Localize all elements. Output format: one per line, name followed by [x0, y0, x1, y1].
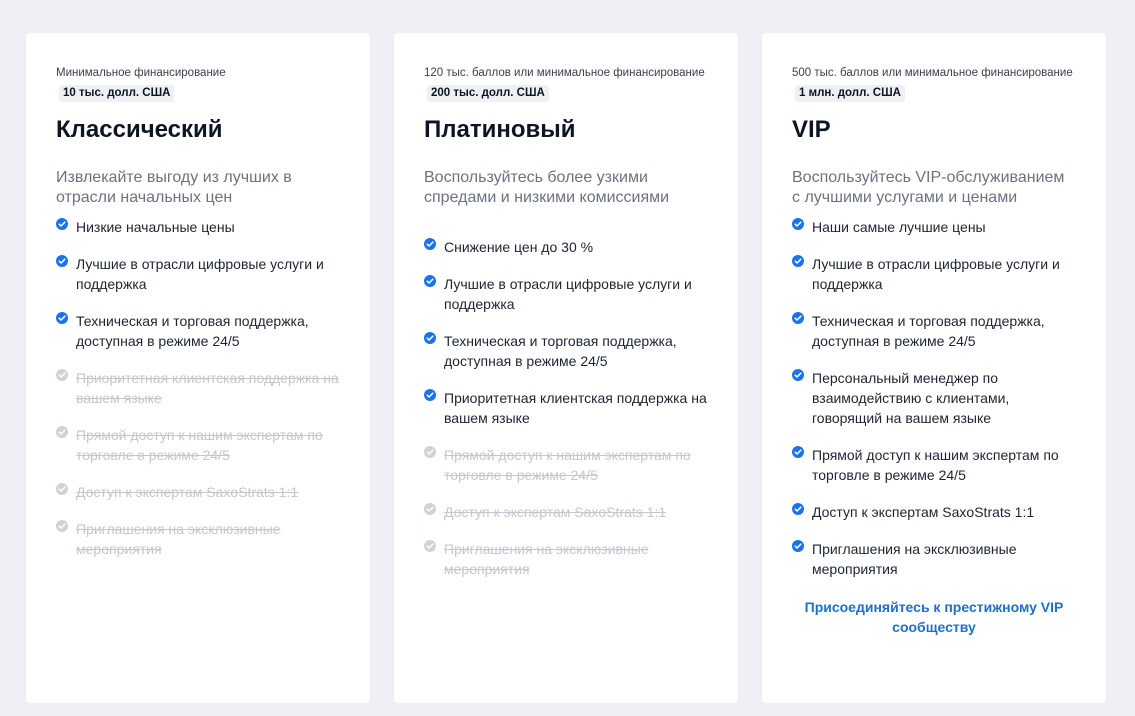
feature-item	[56, 311, 340, 351]
feature-item-unavailable	[424, 539, 708, 579]
check-circle-icon	[56, 369, 68, 381]
check-circle-icon	[56, 218, 68, 230]
check-circle-icon	[56, 520, 68, 532]
feature-item-unavailable	[56, 519, 340, 559]
check-circle-icon	[424, 332, 436, 344]
feature-text: Прямой доступ к нашим экспертам по торговле в режиме 24/5	[76, 427, 323, 463]
check-circle-icon	[424, 540, 436, 552]
feature-text: Приоритетная клиентская поддержка на вашем языке	[76, 370, 339, 406]
plan-requirement	[792, 63, 1076, 103]
requirement-amount-badge: 200 тыс. долл. США	[427, 85, 549, 102]
feature-text: Лучшие в отрасли цифровые услуги и поддержка	[812, 256, 1060, 292]
feature-text: Прямой доступ к нашим экспертам по торговле в режиме 24/5	[812, 447, 1059, 483]
requirement-prefix: 500 тыс. баллов или минимальное финансирование	[792, 67, 1073, 79]
requirement-amount-badge: 10 тыс. долл. США	[59, 85, 174, 102]
feature-text: Низкие начальные цены	[76, 219, 235, 235]
feature-text: Лучшие в отрасли цифровые услуги и поддержка	[444, 276, 692, 312]
check-circle-icon	[56, 255, 68, 267]
check-circle-icon	[792, 218, 804, 230]
feature-text: Доступ к экспертам SaxoStrats 1:1	[812, 504, 1035, 520]
feature-text: Приглашения на эксклюзивные мероприятия	[444, 541, 649, 577]
check-circle-icon	[792, 540, 804, 552]
feature-text: Доступ к экспертам SaxoStrats 1:1	[76, 484, 299, 500]
join-vip-community-link[interactable]: Присоединяйтесь к престижному VIP сообществу	[804, 599, 1064, 635]
check-circle-icon	[56, 312, 68, 324]
feature-item	[792, 502, 1076, 522]
check-circle-icon	[56, 483, 68, 495]
feature-item	[792, 311, 1076, 351]
feature-item-unavailable	[424, 502, 708, 522]
feature-item	[424, 331, 708, 371]
plan-title: Платиновый	[424, 116, 576, 143]
plan-subtitle: Воспользуйтесь более узкими спредами и низкими комиссиями	[424, 169, 670, 206]
feature-text: Приглашения на эксклюзивные мероприятия	[76, 521, 281, 557]
plan-requirement	[424, 63, 708, 103]
check-circle-icon	[792, 369, 804, 381]
check-circle-icon	[424, 238, 436, 250]
feature-text: Снижение цен до 30 %	[444, 239, 594, 255]
feature-item	[792, 368, 1076, 428]
feature-text: Лучшие в отрасли цифровые услуги и поддержка	[76, 256, 324, 292]
feature-list	[424, 237, 708, 579]
check-circle-icon	[792, 312, 804, 324]
check-circle-icon	[424, 275, 436, 287]
feature-item-unavailable	[424, 445, 708, 485]
feature-item	[792, 217, 1076, 237]
plan-card-vip	[762, 33, 1106, 703]
plan-subtitle: Извлекайте выгоду из лучших в отрасли начальных цен	[56, 169, 292, 206]
check-circle-icon	[792, 255, 804, 267]
check-circle-icon	[792, 446, 804, 458]
requirement-prefix: Минимальное финансирование	[56, 67, 226, 79]
check-circle-icon	[424, 503, 436, 515]
feature-list	[792, 217, 1076, 579]
plan-title: VIP	[792, 116, 831, 143]
feature-text: Приоритетная клиентская поддержка на вашем языке	[444, 390, 707, 426]
plan-card-classic	[26, 33, 370, 703]
feature-item	[424, 274, 708, 314]
feature-item-unavailable	[56, 368, 340, 408]
feature-list	[56, 217, 340, 559]
feature-item-unavailable	[56, 425, 340, 465]
plan-subtitle: Воспользуйтесь VIP-обслуживанием с лучшими услугами и ценами	[792, 169, 1065, 206]
requirement-amount-badge: 1 млн. долл. США	[795, 85, 905, 102]
feature-text: Техническая и торговая поддержка, доступная в режиме 24/5	[812, 313, 1045, 349]
plan-requirement	[56, 63, 340, 103]
check-circle-icon	[792, 503, 804, 515]
feature-item	[792, 254, 1076, 294]
feature-item-unavailable	[56, 482, 340, 502]
feature-text: Техническая и торговая поддержка, доступная в режиме 24/5	[444, 333, 677, 369]
feature-item	[792, 539, 1076, 579]
plan-card-platinum	[394, 33, 738, 703]
plan-title: Классический	[56, 116, 223, 143]
feature-item	[424, 388, 708, 428]
check-circle-icon	[424, 446, 436, 458]
check-circle-icon	[56, 426, 68, 438]
feature-item	[56, 217, 340, 237]
check-circle-icon	[424, 389, 436, 401]
feature-item	[56, 254, 340, 294]
feature-item	[792, 445, 1076, 485]
feature-text: Доступ к экспертам SaxoStrats 1:1	[444, 504, 667, 520]
feature-text: Приглашения на эксклюзивные мероприятия	[812, 541, 1017, 577]
requirement-prefix: 120 тыс. баллов или минимальное финансирование	[424, 67, 705, 79]
feature-text: Прямой доступ к нашим экспертам по торговле в режиме 24/5	[444, 447, 691, 483]
feature-text: Наши самые лучшие цены	[812, 219, 986, 235]
feature-text: Техническая и торговая поддержка, доступная в режиме 24/5	[76, 313, 309, 349]
feature-item	[424, 237, 708, 257]
feature-text: Персональный менеджер по взаимодействию с клиентами, говорящий на вашем языке	[812, 370, 1010, 426]
